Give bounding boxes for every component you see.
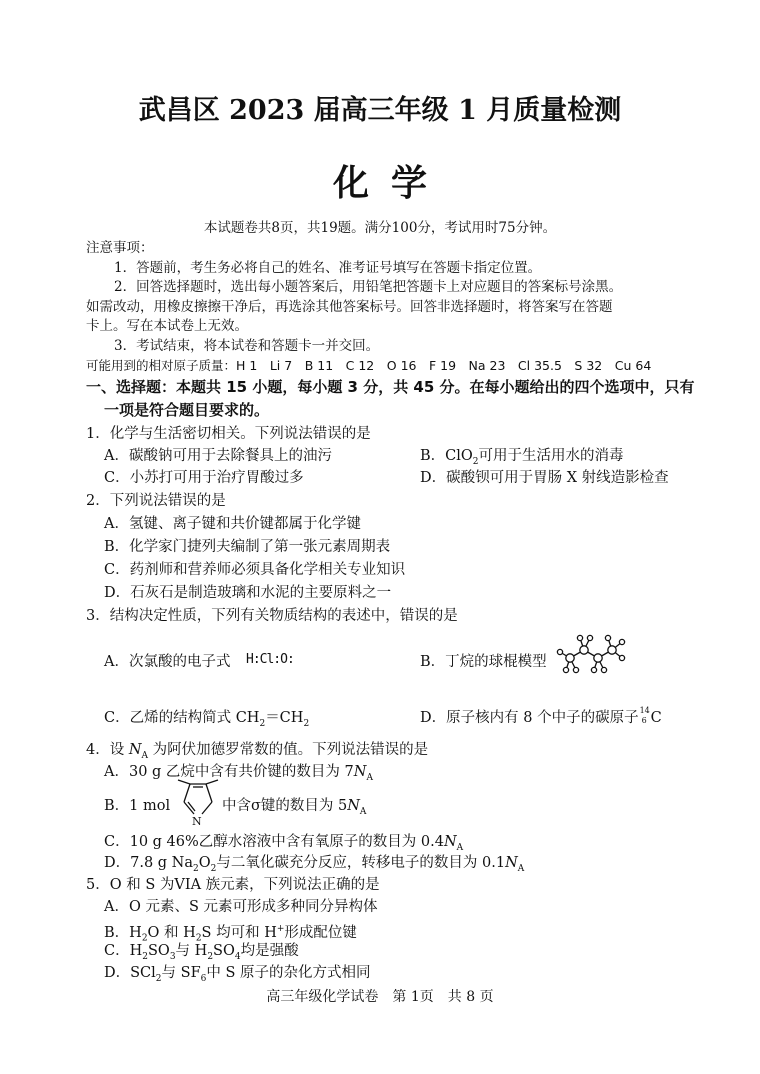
q5-c-post: 均是强酸 (240, 943, 299, 959)
q5-b-text: B．H (104, 924, 142, 941)
q4-b-post: 中含σ键的数目为 5 (222, 798, 348, 814)
q4-c-na: N (443, 834, 457, 850)
q4-a-text: A．30 g 乙烷中含有共价键的数目为 7 (104, 764, 354, 780)
q1-stem: 1．化学与生活密切相关。下列说法错误的是 (86, 426, 371, 442)
q4-d-oxygen: O (198, 855, 211, 871)
q5-c-sub2: 3 (169, 951, 176, 962)
q2-stem: 2．下列说法错误的是 (86, 493, 226, 509)
q3-option-b: B．丁烷的球棍模型 (420, 654, 547, 670)
q3-c-sub2: 2 (303, 718, 310, 729)
q4-option-b-tail (222, 796, 366, 822)
q2-option-b: B．化学家门捷列夫编制了第一张元素周期表 (104, 539, 391, 555)
q5-b-sub1: 2 (141, 933, 148, 944)
pyrrole-nitrogen-label: N (192, 815, 202, 828)
q3-option-a: A．次氯酸的电子式 (104, 654, 231, 670)
q5-c-mid2: 与 H (175, 943, 208, 959)
q3-c-text: C．乙烯的结构简式 CH (104, 710, 260, 726)
hclo-electron-formula: H:Cl:O: (246, 652, 294, 667)
q3-c-sub1: 2 (259, 718, 266, 729)
q5-b-mid2: S 均可和 H (201, 924, 277, 941)
q5-b-post: 形成配位键 (284, 924, 357, 941)
q5-b-mid1: O 和 H (147, 924, 196, 941)
q4-c-na-sub: A (456, 842, 464, 853)
q4-b-na-sub: A (359, 806, 367, 817)
q5-stem: 5．O 和 S 为VIA 族元素，下列说法正确的是 (86, 877, 380, 893)
q4-a-na-sub: A (366, 772, 373, 783)
q5-b-sup: + (276, 924, 285, 934)
q5-d-sub2: 6 (200, 973, 207, 984)
notice-3: 3．考试结束，将本试卷和答题卡一并交回。 (114, 338, 380, 354)
q4-option-b: B．1 mol (104, 798, 171, 814)
q4-d-sub1: 2 (193, 863, 199, 874)
exam-title: 武昌区 2023 届高三年级 1 月质量检测 (138, 95, 622, 126)
q5-c-text: C．H (104, 943, 143, 959)
q5-c-sub3: 2 (207, 951, 214, 962)
q3-c-mid: ＝CH (265, 710, 304, 726)
nuclide-atomic-number: 6 (641, 716, 647, 725)
q4-stem-pre: 4．设 (86, 742, 129, 758)
nuclide-symbol: C (650, 710, 662, 726)
q4-stem-na: N (128, 742, 142, 758)
q5-c-mid3: SO (213, 943, 235, 959)
subject-title: 化学 (332, 162, 449, 204)
notice-2c: 卡上。写在本试卷上无效。 (86, 318, 248, 334)
q4-d-na: N (505, 855, 518, 871)
q1-option-c: C．小苏打可用于治疗胃酸过多 (104, 470, 304, 486)
q5-d-text: D．SCl (104, 965, 156, 981)
q3-option-c (104, 708, 309, 734)
q5-c-sub4: 4 (234, 951, 241, 962)
q1-b-sub: 2 (472, 456, 479, 467)
q4-d-post: 与二氧化碳充分反应，转移电子的数目为 0.1 (216, 855, 506, 871)
q4-option-a (104, 762, 373, 788)
q5-c-sub1: 2 (142, 951, 148, 962)
q5-c-mid1: SO (147, 943, 170, 959)
exam-summary: 本试题卷共8页，共19题。满分100分，考试用时75分钟。 (203, 220, 557, 236)
q4-stem-na-sub: A (141, 750, 149, 761)
q2-option-d: D．石灰石是制造玻璃和水泥的主要原料之一 (104, 585, 392, 601)
q4-b-na: N (347, 798, 360, 814)
q1-option-a: A．碳酸钠可用于去除餐具上的油污 (104, 448, 332, 464)
carbon-14-nuclide (639, 706, 651, 725)
notice-title: 注意事项： (86, 240, 154, 256)
q5-option-a: A．O 元素、S 元素可形成多种同分异构体 (104, 899, 378, 915)
section-heading-1: 一、选择题：本题共 15 小题，每小题 3 分，共 45 分。在每小题给出的四个选项中，只有 (86, 378, 695, 396)
atomic-masses: 可能用到的相对原子质量：H 1 Li 7 B 11 C 12 O 16 F 19 Na 23 Cl 35.5 S 32 Cu 64 (86, 358, 652, 373)
butane-ball-stick-model-icon (556, 628, 628, 682)
section-heading-2: 一项是符合题目要求的。 (104, 401, 270, 419)
q1-b-text: B．ClO (420, 448, 473, 464)
q3-option-d (420, 708, 662, 728)
q4-d-na-sub: A (517, 863, 525, 874)
q5-d-post: 中 S 原子的杂化方式相同 (206, 965, 371, 981)
q1-b-post: 可用于生活用水的消毒 (478, 448, 624, 464)
q4-stem-post: 为阿伏加德罗常数的值。下列说法错误的是 (148, 742, 429, 758)
page-footer: 高三年级化学试卷 第 1页 共 8 页 (266, 989, 494, 1005)
q4-a-na: N (353, 764, 367, 780)
q5-d-sub1: 2 (155, 973, 162, 984)
q1-option-d: D．碳酸钡可用于胃肠 X 射线造影检查 (420, 470, 669, 486)
q4-d-sub2: 2 (210, 863, 217, 874)
q4-d-text: D．7.8 g Na (104, 855, 194, 871)
notice-1: 1．答题前，考生务必将自己的姓名、准考证号填写在答题卡指定位置。 (114, 260, 542, 276)
q2-option-a: A．氢键、离子键和共价键都属于化学键 (104, 516, 361, 532)
notice-2b: 如需改动，用橡皮擦擦干净后，再选涂其他答案标号。回答非选择题时，将答案写在答题 (86, 299, 613, 315)
notice-2a: 2．回答选择题时，选出每小题答案后，用铅笔把答题卡上对应题目的答案标号涂黑。 (114, 279, 623, 295)
q2-option-c: C．药剂师和营养师必须具备化学相关专业知识 (104, 562, 406, 578)
nuclide-mass-number: 14 (639, 706, 650, 715)
q5-d-mid: 与 SF (161, 965, 201, 981)
q3-stem: 3．结构决定性质，下列有关物质结构的表述中，错误的是 (86, 608, 458, 624)
q5-b-sub2: 2 (195, 933, 202, 944)
q5-option-d (104, 963, 371, 989)
q3-d-text: D．原子核内有 8 个中子的碳原子 (420, 710, 639, 726)
q4-c-text: C．10 g 46%乙醇水溶液中含有氧原子的数目为 0.4 (104, 834, 444, 850)
